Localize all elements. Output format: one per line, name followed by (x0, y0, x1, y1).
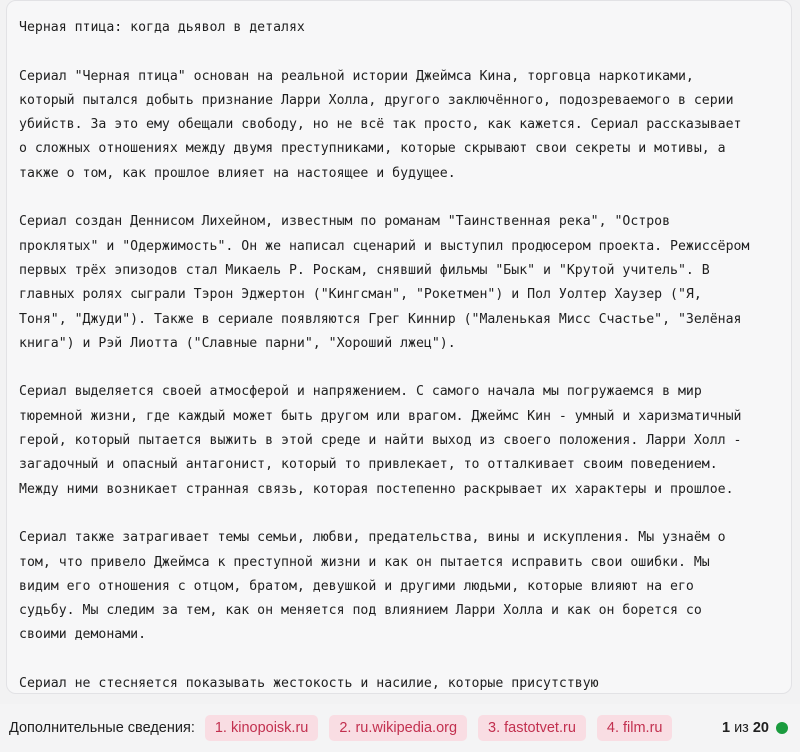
response-pager (722, 720, 792, 736)
response-card (6, 0, 792, 694)
pager-total: 20 (752, 720, 769, 736)
response-text: Черная птица: когда дьявол в деталях Сериал "Черная птица" основан на реальной истории Джеймса Кина, торговца наркотиками, который пытался добыть признание Ларри Холла, другого заключённого, подозреваемого в серии убийств. За это ему обещали свободу, но не всё так просто, как кажется. Сериал рассказывает о сложных отношениях между двумя преступниками, которые скрывают свои секреты и мотивы, а также о том, как прошлое влияет на настоящее и будущее. Сериал создан Деннисом Лихейном, известным по романам "Таинственная река", "Остров проклятых" и "Одержимость". Он же написал сценарий и выступил продюсером проекта. Режиссёром первых трёх эпизодов стал Микаель Р. Роскам, снявший фильмы "Бык" и "Крутой учитель". В главных ролях сыграли Тэрон Эджертон ("Кингсман", "Рокетмен") и Пол Уолтер Хаузер ("Я, Тоня", "Джуди"). Также в сериале появляются Грег Киннир ("Маленькая Мисс Счастье", "Зелёная книга") и Рэй Лиотта ("Славные парни", "Хороший лжец"). Сериал выделяется своей атмосферой и напряжением. С самого начала мы погружаемся в мир тюремной жизни, где каждый может быть другом или врагом. Джеймс Кин - умный и харизматичный герой, который пытается выжить в этой среде и найти выход из своего положения. Ларри Холл - загадочный и опасный антагонист, который то привлекает, то отталкивает своим поведением. Между ними возникает странная связь, которая постепенно раскрывает их характеры и прошлое. Сериал также затрагивает темы семьи, любви, предательства, вины и искупления. Мы узнаём о том, что привело Джеймса к преступной жизни и как он пытается исправить свои ошибки. Мы видим его отношения с отцом, братом, девушкой и другими людьми, которые влияют на его судьбу. Мы следим за тем, как он меняется под влиянием Ларри Холла и как он борется со своими демонами. Сериал не стесняется показывать жестокость и насилие, которые присутствую (19, 20, 750, 692)
sources-bar (0, 704, 800, 752)
pager-separator: из (734, 720, 749, 736)
source-link-film[interactable]: 4. film.ru (597, 715, 673, 741)
sources-label: Дополнительные сведения: (9, 720, 195, 736)
source-link-fastotvet[interactable]: 3. fastotvet.ru (478, 715, 586, 741)
sources-list (205, 715, 684, 741)
pager-current: 1 (721, 720, 731, 736)
source-link-wikipedia[interactable]: 2. ru.wikipedia.org (329, 715, 467, 741)
source-link-kinopoisk[interactable]: 1. kinopoisk.ru (205, 715, 319, 741)
status-dot-icon (776, 722, 788, 734)
